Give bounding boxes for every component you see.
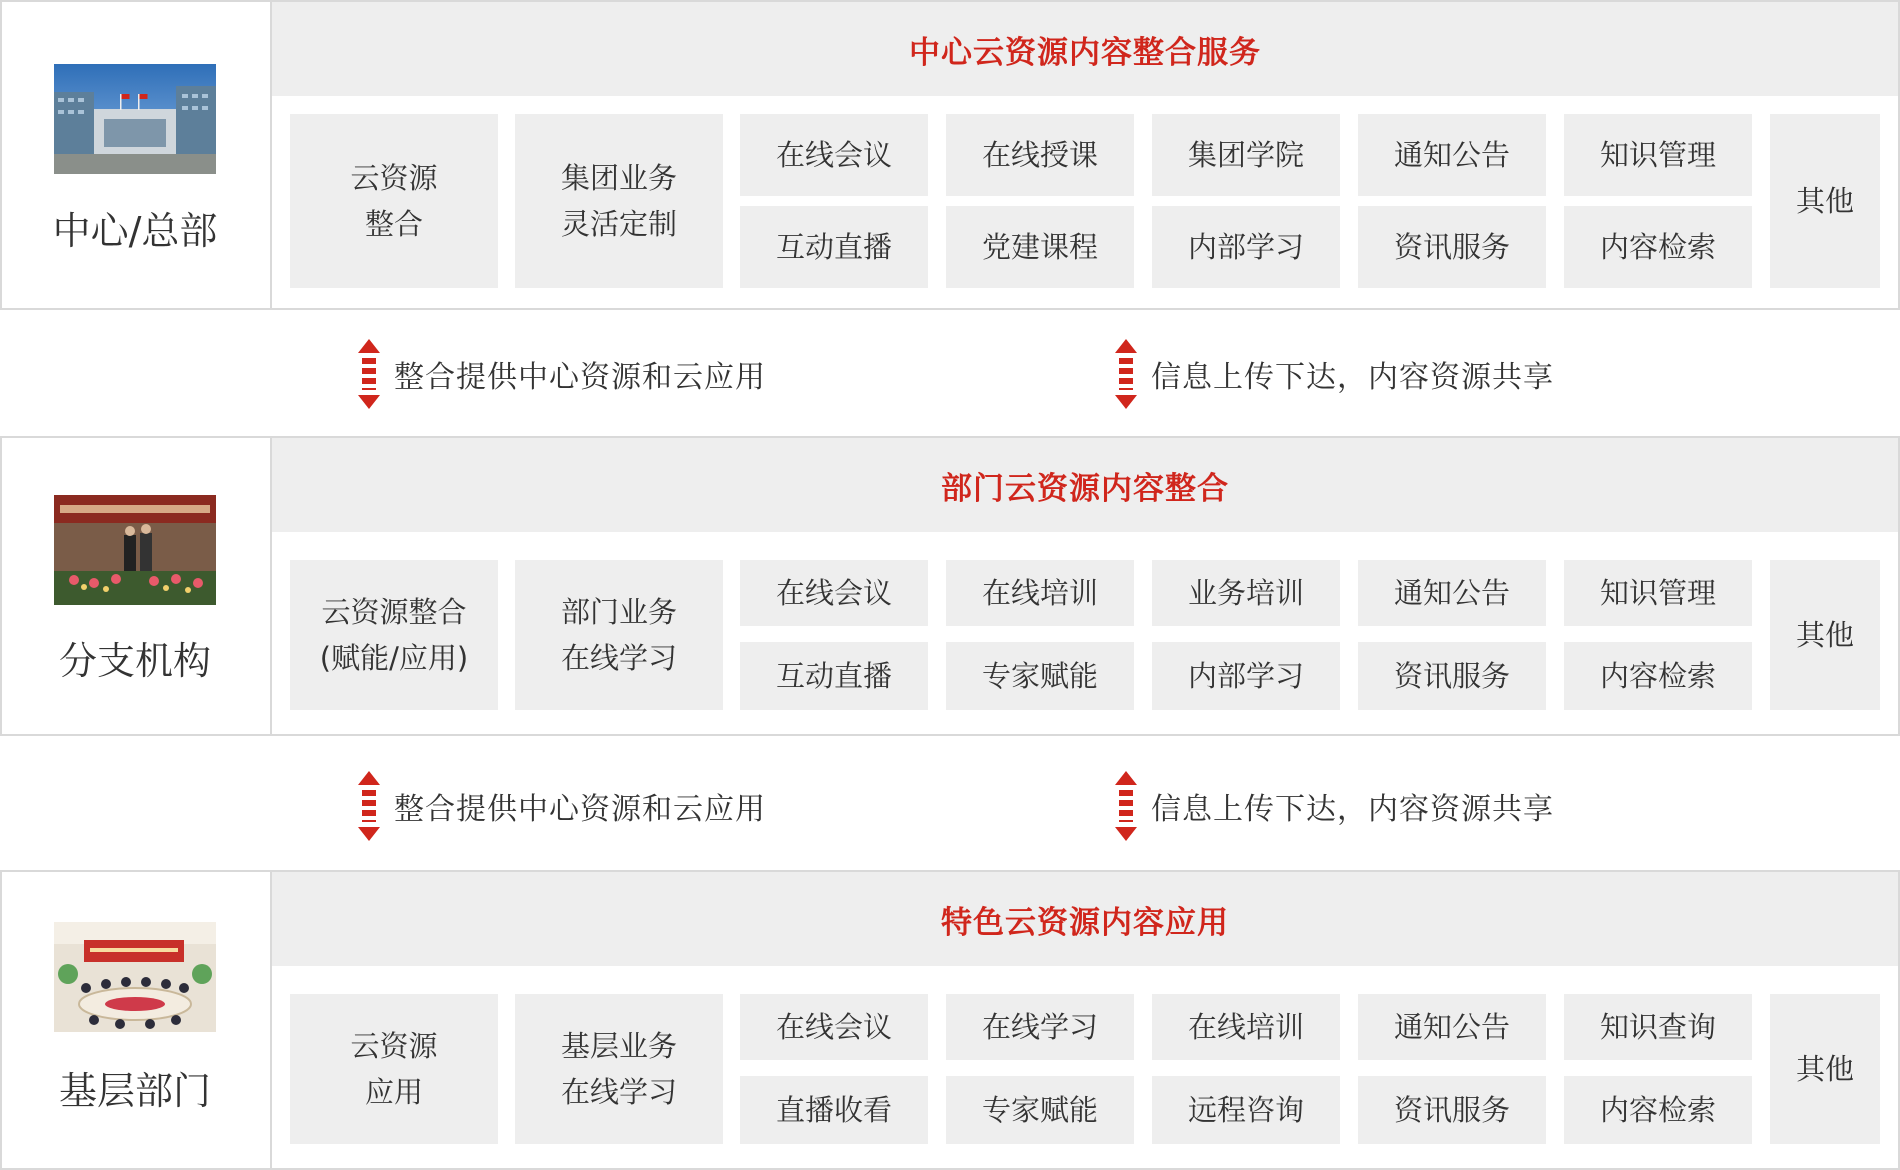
service-item: 专家赋能 xyxy=(946,1076,1134,1144)
box-line: 云资源整合 xyxy=(321,594,467,629)
service-item: 资讯服务 xyxy=(1358,642,1546,710)
tier-header xyxy=(272,438,1898,532)
tier-content xyxy=(272,2,1898,308)
service-item: 通知公告 xyxy=(1358,560,1546,626)
tier-label-panel xyxy=(2,438,272,734)
service-box-business xyxy=(515,994,723,1144)
service-item: 知识管理 xyxy=(1564,560,1752,626)
connector-text: 信息上传下达，内容资源共享 xyxy=(1151,360,1554,395)
tier-content xyxy=(272,872,1898,1168)
service-item: 党建课程 xyxy=(946,206,1134,288)
box-line: 部门业务 xyxy=(560,594,677,629)
connector-1 xyxy=(0,310,1900,438)
service-item: 知识查询 xyxy=(1564,994,1752,1060)
service-item: 集团学院 xyxy=(1152,114,1340,196)
tier-name: 中心/总部 xyxy=(52,209,218,253)
tier-header xyxy=(272,872,1898,966)
service-item: 业务培训 xyxy=(1152,560,1340,626)
tier-headquarters xyxy=(0,0,1900,310)
box-line: (赋能/应用) xyxy=(319,641,469,675)
connector-text: 整合提供中心资源和云应用 xyxy=(394,360,766,395)
tier-label-panel xyxy=(2,2,272,308)
service-item: 通知公告 xyxy=(1358,114,1546,196)
service-item: 远程咨询 xyxy=(1152,1076,1340,1144)
service-item: 内容检索 xyxy=(1564,206,1752,288)
connector-right xyxy=(1115,742,1554,870)
service-item: 在线会议 xyxy=(740,114,928,196)
service-item: 直播收看 xyxy=(740,1076,928,1144)
box-line: 在线学习 xyxy=(560,641,677,675)
tier-title: 部门云资源内容整合 xyxy=(941,470,1229,507)
service-box-business xyxy=(515,114,723,288)
box-line: 在线学习 xyxy=(560,1075,677,1109)
tier-grassroots xyxy=(0,870,1900,1170)
double-arrow-icon xyxy=(1115,771,1137,841)
service-item: 内容检索 xyxy=(1564,1076,1752,1144)
service-item: 通知公告 xyxy=(1358,994,1546,1060)
service-item: 在线会议 xyxy=(740,560,928,626)
double-arrow-icon xyxy=(358,339,380,409)
tier-title: 特色云资源内容应用 xyxy=(941,904,1229,941)
box-line: 整合 xyxy=(364,207,423,241)
tier-label-panel xyxy=(2,872,272,1168)
connector-left xyxy=(358,742,766,870)
service-item-other: 其他 xyxy=(1770,560,1880,710)
service-item: 在线培训 xyxy=(946,560,1134,626)
box-line: 灵活定制 xyxy=(560,207,677,241)
connector-left xyxy=(358,310,766,438)
tier-name: 基层部门 xyxy=(58,1069,211,1113)
grassroots-meeting-image xyxy=(54,922,216,1032)
service-item: 互动直播 xyxy=(740,206,928,288)
connector-text: 整合提供中心资源和云应用 xyxy=(394,792,766,827)
branch-ceremony-image xyxy=(54,495,216,605)
service-item: 在线培训 xyxy=(1152,994,1340,1060)
service-item: 知识管理 xyxy=(1564,114,1752,196)
service-item: 在线授课 xyxy=(946,114,1134,196)
service-item: 资讯服务 xyxy=(1358,206,1546,288)
service-box-business xyxy=(515,560,723,710)
service-item: 在线会议 xyxy=(740,994,928,1060)
tier-name: 分支机构 xyxy=(58,639,211,683)
box-line: 云资源 xyxy=(350,160,438,195)
service-item: 专家赋能 xyxy=(946,642,1134,710)
service-item: 内容检索 xyxy=(1564,642,1752,710)
double-arrow-icon xyxy=(358,771,380,841)
box-line: 应用 xyxy=(364,1075,423,1109)
tier-branch xyxy=(0,436,1900,736)
tier-title: 中心云资源内容整合服务 xyxy=(909,34,1261,71)
connector-2 xyxy=(0,742,1900,870)
service-item: 在线学习 xyxy=(946,994,1134,1060)
service-item-other: 其他 xyxy=(1770,114,1880,288)
tier-header xyxy=(272,2,1898,96)
connector-text: 信息上传下达，内容资源共享 xyxy=(1151,792,1554,827)
service-item: 互动直播 xyxy=(740,642,928,710)
box-line: 云资源 xyxy=(350,1028,438,1063)
service-item-other: 其他 xyxy=(1770,994,1880,1144)
service-box-cloud xyxy=(290,994,498,1144)
headquarters-building-image xyxy=(54,64,216,174)
service-item: 资讯服务 xyxy=(1358,1076,1546,1144)
service-item: 内部学习 xyxy=(1152,206,1340,288)
box-line: 集团业务 xyxy=(560,160,677,195)
connector-right xyxy=(1115,310,1554,438)
service-item: 内部学习 xyxy=(1152,642,1340,710)
service-box-cloud xyxy=(290,114,498,288)
tier-content xyxy=(272,438,1898,734)
service-box-cloud xyxy=(290,560,498,710)
box-line: 基层业务 xyxy=(560,1028,677,1063)
double-arrow-icon xyxy=(1115,339,1137,409)
